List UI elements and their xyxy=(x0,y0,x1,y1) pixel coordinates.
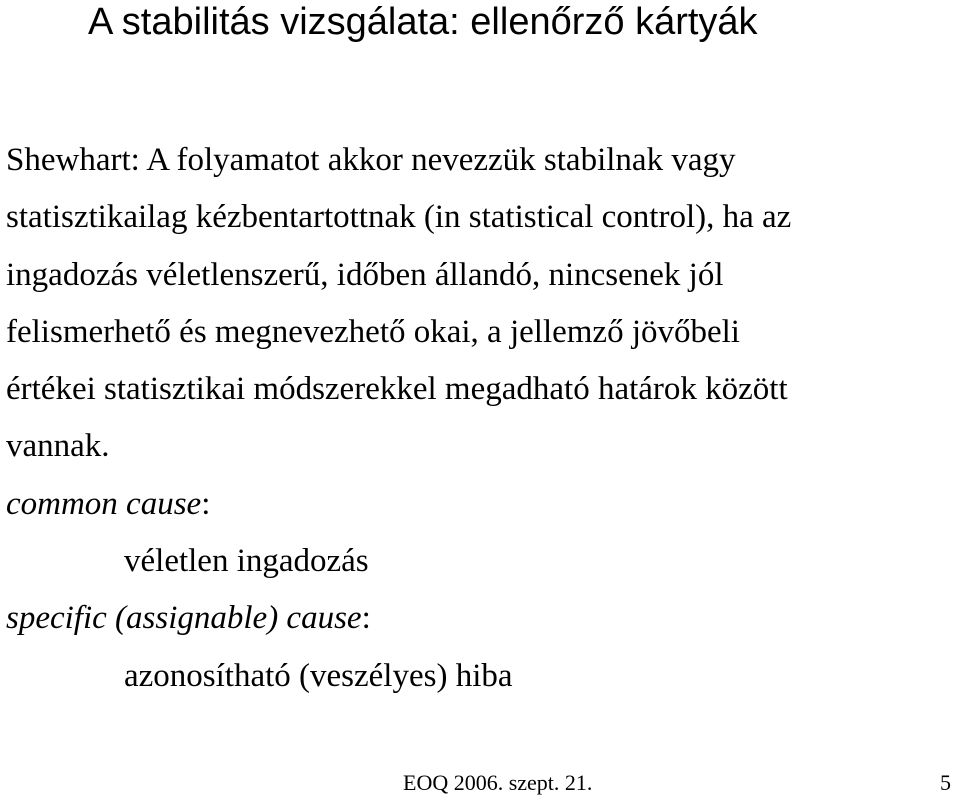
paragraph-line: statisztikailag kézbentartottnak (in statistical control), ha az xyxy=(6,199,792,236)
common-cause-heading xyxy=(6,476,956,533)
page-number: 5 xyxy=(940,770,951,795)
common-cause-meaning: véletlen ingadozás xyxy=(124,543,369,580)
paragraph-line: értékei statisztikai módszerekkel megadható határok között xyxy=(6,371,788,408)
paragraph-line: vannak. xyxy=(6,428,110,465)
paragraph-line: Shewhart: A folyamatot akkor nevezzük stabilnak vagy xyxy=(6,142,736,178)
specific-cause-meaning: azonosítható (veszélyes) hiba xyxy=(124,657,513,694)
paragraph-line: felismerhető és megnevezhető okai, a jellemző jövőbeli xyxy=(6,313,740,350)
slide-body xyxy=(6,132,956,705)
paragraph-line: ingadozás véletlenszerű, időben állandó, nincsenek jól xyxy=(6,256,724,293)
specific-cause-term: specific (assignable) cause xyxy=(6,600,362,637)
specific-cause-heading xyxy=(6,590,956,647)
slide-title: A stabilitás vizsgálata: ellenőrző kártyák xyxy=(88,1,758,43)
common-cause-colon: : xyxy=(201,485,211,522)
common-cause-term: common cause xyxy=(6,485,202,522)
footer-date: EOQ 2006. szept. 21. xyxy=(403,770,593,795)
specific-cause-colon: : xyxy=(361,600,371,637)
